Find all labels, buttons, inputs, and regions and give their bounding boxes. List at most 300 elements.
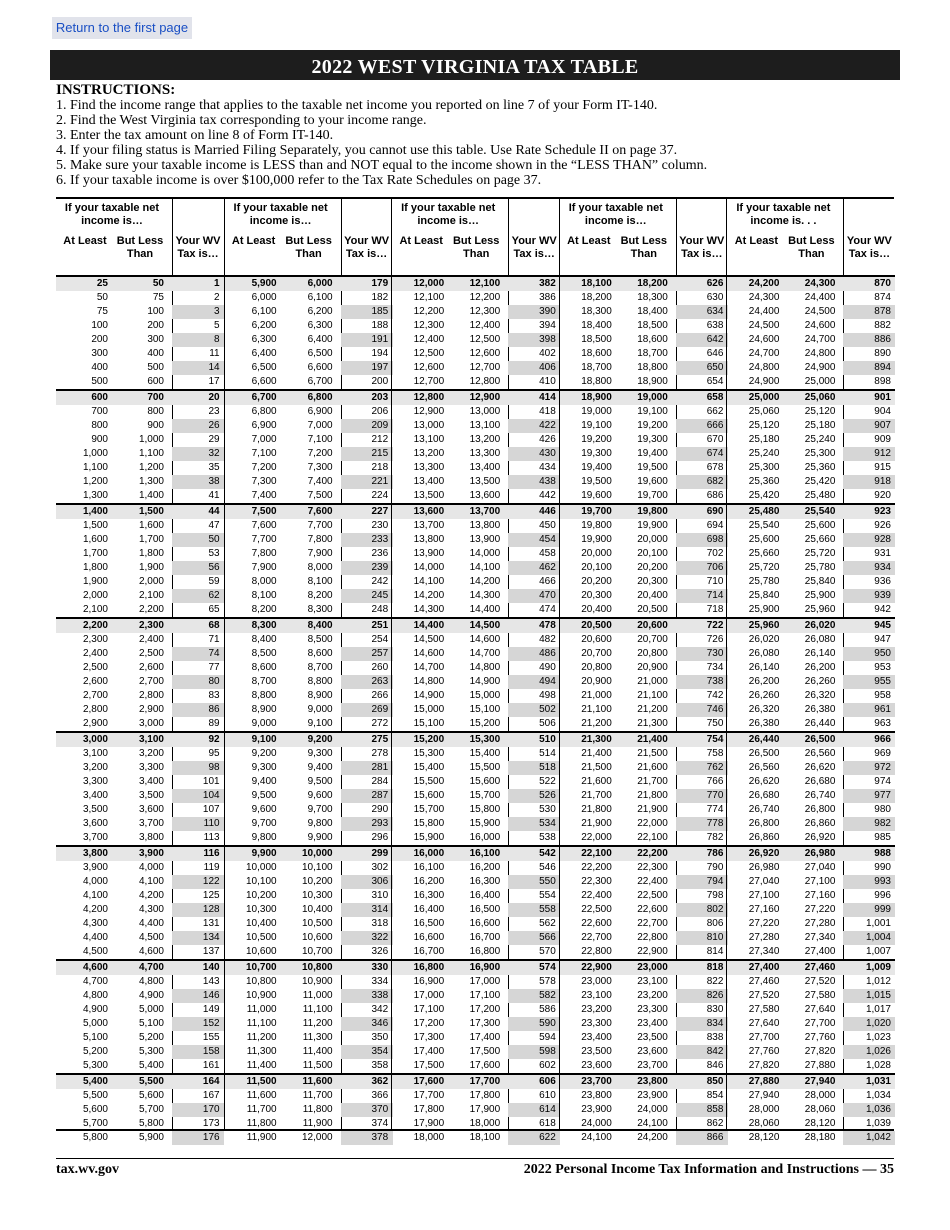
table-row bbox=[727, 1003, 895, 1017]
at-least-cell: 6,700 bbox=[251, 392, 277, 403]
but-less-than-cell: 10,900 bbox=[302, 976, 333, 987]
tax-cell: 890 bbox=[874, 348, 891, 359]
table-row bbox=[560, 475, 728, 489]
at-least-cell: 7,700 bbox=[251, 534, 277, 545]
table-row bbox=[392, 975, 560, 989]
table-row bbox=[225, 1089, 393, 1103]
tax-cell: 742 bbox=[706, 690, 724, 701]
but-less-than-cell: 19,000 bbox=[637, 392, 668, 403]
at-least-cell: 20,500 bbox=[581, 620, 612, 631]
tax-cell: 125 bbox=[202, 890, 220, 901]
return-first-page-button[interactable]: Return to the first page bbox=[52, 17, 192, 39]
tax-cell: 32 bbox=[208, 448, 220, 459]
at-least-cell: 26,140 bbox=[748, 662, 780, 673]
tax-cell: 990 bbox=[874, 862, 891, 873]
at-least-cell: 15,600 bbox=[413, 790, 445, 801]
table-row bbox=[560, 945, 728, 959]
tax-cell: 116 bbox=[203, 848, 220, 859]
at-least-cell: 22,300 bbox=[581, 876, 612, 887]
tax-cell: 358 bbox=[371, 1060, 389, 1071]
at-least-cell: 26,980 bbox=[748, 862, 780, 873]
table-row bbox=[56, 347, 224, 361]
tax-cell: 173 bbox=[202, 1118, 220, 1129]
at-least-cell: 21,200 bbox=[581, 718, 612, 729]
tax-cell: 167 bbox=[202, 1090, 220, 1101]
but-less-than-cell: 10,700 bbox=[302, 946, 333, 957]
at-least-cell: 28,060 bbox=[748, 1118, 780, 1129]
at-least-cell: 6,300 bbox=[251, 334, 277, 345]
tax-cell: 594 bbox=[539, 1032, 556, 1043]
table-row bbox=[560, 333, 728, 347]
but-less-than-cell: 5,500 bbox=[138, 1076, 164, 1087]
table-row bbox=[727, 733, 895, 747]
table-row bbox=[392, 861, 560, 875]
tax-cell: 904 bbox=[874, 406, 891, 417]
tax-cell: 2 bbox=[214, 292, 220, 303]
at-least-cell: 25,420 bbox=[748, 490, 780, 501]
tax-cell: 140 bbox=[202, 962, 220, 973]
at-least-cell: 19,500 bbox=[581, 476, 612, 487]
but-less-than-cell: 1,600 bbox=[138, 520, 164, 531]
but-less-than-cell: 14,800 bbox=[469, 662, 501, 673]
at-least-cell: 2,200 bbox=[82, 620, 108, 631]
tax-cell: 263 bbox=[371, 676, 389, 687]
table-row bbox=[56, 619, 224, 633]
but-less-than-cell: 5,600 bbox=[138, 1090, 164, 1101]
table-row bbox=[727, 1103, 895, 1117]
at-least-cell: 27,940 bbox=[748, 1090, 780, 1101]
but-less-than-cell: 19,500 bbox=[637, 462, 668, 473]
at-least-cell: 18,400 bbox=[581, 320, 612, 331]
but-less-than-cell: 5,700 bbox=[138, 1104, 164, 1115]
but-less-than-header: But Less Than bbox=[285, 235, 332, 260]
but-less-than-cell: 21,300 bbox=[637, 718, 668, 729]
but-less-than-header: But Less Than bbox=[788, 235, 835, 260]
but-less-than-cell: 9,400 bbox=[307, 762, 333, 773]
but-less-than-cell: 8,300 bbox=[307, 604, 333, 615]
at-least-cell: 200 bbox=[91, 334, 108, 345]
tax-cell: 678 bbox=[706, 462, 724, 473]
at-least-cell: 20,600 bbox=[581, 634, 612, 645]
your-tax-header: Your WV Tax is… bbox=[846, 235, 892, 260]
but-less-than-cell: 23,400 bbox=[637, 1018, 668, 1029]
tax-cell: 322 bbox=[371, 932, 389, 943]
but-less-than-cell: 25,600 bbox=[804, 520, 836, 531]
at-least-cell: 2,000 bbox=[82, 590, 108, 601]
table-row bbox=[392, 747, 560, 761]
tax-cell: 754 bbox=[706, 734, 724, 745]
at-least-cell: 1,400 bbox=[82, 506, 108, 517]
table-row bbox=[727, 875, 895, 889]
but-less-than-cell: 1,200 bbox=[138, 462, 164, 473]
table-row bbox=[392, 319, 560, 333]
footer-divider bbox=[56, 1158, 894, 1159]
but-less-than-cell: 21,700 bbox=[637, 776, 668, 787]
tax-cell: 185 bbox=[371, 306, 389, 317]
at-least-cell: 23,500 bbox=[581, 1046, 612, 1057]
tax-cell: 5 bbox=[214, 320, 220, 331]
but-less-than-cell: 3,600 bbox=[138, 804, 164, 815]
but-less-than-cell: 24,600 bbox=[804, 320, 836, 331]
but-less-than-cell: 26,200 bbox=[804, 662, 836, 673]
at-least-cell: 23,100 bbox=[581, 990, 612, 1001]
but-less-than-cell: 20,900 bbox=[637, 662, 668, 673]
table-row bbox=[560, 619, 728, 633]
table-row bbox=[392, 347, 560, 361]
but-less-than-cell: 24,900 bbox=[804, 362, 836, 373]
tax-cell: 718 bbox=[706, 604, 724, 615]
tax-cell: 915 bbox=[874, 462, 891, 473]
but-less-than-cell: 7,200 bbox=[307, 448, 333, 459]
table-row bbox=[225, 1059, 393, 1073]
but-less-than-cell: 1,900 bbox=[138, 562, 164, 573]
tax-cell: 1 bbox=[214, 278, 220, 289]
tax-cell: 470 bbox=[539, 590, 556, 601]
but-less-than-cell: 26,320 bbox=[804, 690, 836, 701]
but-less-than-cell: 13,000 bbox=[469, 406, 501, 417]
tax-cell: 342 bbox=[371, 1004, 389, 1015]
table-row bbox=[392, 291, 560, 305]
tax-cell: 101 bbox=[202, 776, 220, 787]
tax-cell: 209 bbox=[371, 420, 389, 431]
instruction-item: 5. Make sure your taxable income is LESS than and NOT equal to the income shown in the “LESS THAN” column. bbox=[56, 158, 708, 173]
but-less-than-cell: 12,000 bbox=[302, 1132, 333, 1143]
but-less-than-cell: 20,700 bbox=[637, 634, 668, 645]
table-row bbox=[727, 461, 895, 475]
tax-cell: 134 bbox=[202, 932, 220, 943]
tax-cell: 11 bbox=[209, 348, 220, 359]
at-least-cell: 27,100 bbox=[748, 890, 780, 901]
at-least-cell: 12,700 bbox=[413, 376, 445, 387]
but-less-than-cell: 14,300 bbox=[469, 590, 501, 601]
at-least-cell: 9,400 bbox=[251, 776, 277, 787]
tax-cell: 969 bbox=[874, 748, 891, 759]
at-least-cell: 23,300 bbox=[581, 1018, 612, 1029]
but-less-than-cell: 16,400 bbox=[469, 890, 501, 901]
at-least-header: At Least bbox=[734, 235, 779, 247]
table-row bbox=[225, 505, 393, 519]
table-row bbox=[560, 847, 728, 861]
at-least-cell: 26,740 bbox=[748, 804, 780, 815]
at-least-header: At Least bbox=[231, 235, 276, 247]
tax-cell: 1,028 bbox=[865, 1060, 891, 1071]
but-less-than-cell: 14,900 bbox=[469, 676, 501, 687]
table-row bbox=[560, 675, 728, 689]
at-least-cell: 6,900 bbox=[251, 420, 277, 431]
table-row bbox=[225, 747, 393, 761]
tax-cell: 29 bbox=[208, 434, 220, 445]
table-row bbox=[727, 489, 895, 503]
at-least-cell: 17,200 bbox=[413, 1018, 445, 1029]
at-least-cell: 27,160 bbox=[748, 904, 780, 915]
tax-cell: 550 bbox=[539, 876, 556, 887]
tax-cell: 750 bbox=[706, 718, 724, 729]
at-least-cell: 5,900 bbox=[251, 278, 277, 289]
table-row bbox=[727, 361, 895, 375]
tax-cell: 854 bbox=[706, 1090, 724, 1101]
table-row bbox=[727, 575, 895, 589]
tax-cell: 284 bbox=[371, 776, 389, 787]
tax-cell: 206 bbox=[371, 406, 389, 417]
but-less-than-cell: 3,000 bbox=[138, 718, 164, 729]
at-least-cell: 10,100 bbox=[246, 876, 277, 887]
tax-cell: 977 bbox=[874, 790, 891, 801]
tax-cell: 402 bbox=[539, 348, 556, 359]
but-less-than-cell: 25,000 bbox=[804, 376, 836, 387]
tax-cell: 215 bbox=[371, 448, 389, 459]
at-least-cell: 25,900 bbox=[748, 604, 780, 615]
but-less-than-cell: 25,360 bbox=[804, 462, 836, 473]
at-least-cell: 10,200 bbox=[246, 890, 277, 901]
at-least-cell: 6,800 bbox=[251, 406, 277, 417]
table-row bbox=[225, 817, 393, 831]
but-less-than-cell: 13,700 bbox=[469, 506, 501, 517]
but-less-than-cell: 18,100 bbox=[469, 1132, 501, 1143]
but-less-than-cell: 3,500 bbox=[138, 790, 164, 801]
but-less-than-cell: 2,700 bbox=[138, 676, 164, 687]
table-row bbox=[392, 1059, 560, 1073]
but-less-than-cell: 500 bbox=[147, 362, 164, 373]
tax-cell: 77 bbox=[208, 662, 220, 673]
but-less-than-cell: 6,000 bbox=[307, 278, 333, 289]
but-less-than-cell: 28,120 bbox=[804, 1118, 836, 1129]
at-least-cell: 23,700 bbox=[581, 1076, 612, 1087]
tax-cell: 714 bbox=[706, 590, 724, 601]
table-row bbox=[560, 533, 728, 547]
table-row bbox=[560, 603, 728, 617]
table-row bbox=[225, 603, 393, 617]
tax-cell: 236 bbox=[371, 548, 389, 559]
but-less-than-cell: 5,300 bbox=[138, 1046, 164, 1057]
footer-website: tax.wv.gov bbox=[56, 1162, 119, 1177]
table-row bbox=[56, 1089, 224, 1103]
at-least-cell: 25,660 bbox=[748, 548, 780, 559]
at-least-cell: 9,200 bbox=[251, 748, 277, 759]
tax-cell: 422 bbox=[539, 420, 556, 431]
but-less-than-cell: 16,300 bbox=[469, 876, 501, 887]
tax-cell: 390 bbox=[539, 306, 556, 317]
tax-cell: 143 bbox=[202, 976, 220, 987]
table-row bbox=[560, 875, 728, 889]
page-title: 2022 WEST VIRGINIA TAX TABLE bbox=[50, 50, 900, 80]
but-less-than-cell: 18,000 bbox=[469, 1118, 501, 1129]
at-least-cell: 11,700 bbox=[246, 1104, 277, 1115]
but-less-than-cell: 11,600 bbox=[302, 1076, 333, 1087]
tax-cell: 146 bbox=[202, 990, 220, 1001]
tax-cell: 248 bbox=[371, 604, 389, 615]
table-row bbox=[225, 1117, 393, 1131]
but-less-than-cell: 14,200 bbox=[469, 576, 501, 587]
at-least-cell: 23,600 bbox=[581, 1060, 612, 1071]
table-row bbox=[392, 917, 560, 931]
at-least-cell: 7,300 bbox=[251, 476, 277, 487]
at-least-cell: 9,800 bbox=[251, 832, 277, 843]
at-least-cell: 800 bbox=[91, 420, 108, 431]
table-row bbox=[56, 361, 224, 375]
tax-cell: 194 bbox=[371, 348, 389, 359]
at-least-cell: 15,700 bbox=[413, 804, 445, 815]
at-least-cell: 22,100 bbox=[581, 848, 612, 859]
tax-cell: 980 bbox=[874, 804, 891, 815]
tax-cell: 59 bbox=[208, 576, 220, 587]
but-less-than-cell: 5,100 bbox=[138, 1018, 164, 1029]
tax-cell: 626 bbox=[706, 278, 724, 289]
but-less-than-cell: 20,600 bbox=[637, 620, 668, 631]
your-tax-header: Your WV Tax is… bbox=[679, 235, 725, 260]
but-less-than-cell: 2,300 bbox=[138, 620, 164, 631]
tax-cell: 746 bbox=[706, 704, 724, 715]
table-row bbox=[56, 375, 224, 389]
but-less-than-cell: 10,300 bbox=[302, 890, 333, 901]
but-less-than-cell: 3,900 bbox=[138, 848, 164, 859]
at-least-cell: 13,000 bbox=[413, 420, 445, 431]
table-row bbox=[392, 1045, 560, 1059]
but-less-than-cell: 11,000 bbox=[302, 990, 333, 1001]
but-less-than-cell: 12,500 bbox=[469, 334, 501, 345]
but-less-than-cell: 25,660 bbox=[804, 534, 836, 545]
at-least-cell: 13,900 bbox=[413, 548, 445, 559]
tax-cell: 618 bbox=[539, 1118, 556, 1129]
tax-cell: 98 bbox=[208, 762, 220, 773]
at-least-cell: 9,100 bbox=[251, 734, 277, 745]
table-row bbox=[225, 675, 393, 689]
table-row bbox=[56, 861, 224, 875]
but-less-than-cell: 50 bbox=[152, 278, 164, 289]
table-row bbox=[225, 333, 393, 347]
tax-table bbox=[56, 197, 894, 1143]
table-row bbox=[392, 945, 560, 959]
table-row bbox=[727, 689, 895, 703]
but-less-than-cell: 4,300 bbox=[138, 904, 164, 915]
table-row bbox=[560, 1117, 728, 1131]
at-least-cell: 6,400 bbox=[251, 348, 277, 359]
but-less-than-cell: 19,300 bbox=[637, 434, 668, 445]
but-less-than-cell: 26,500 bbox=[804, 734, 836, 745]
but-less-than-cell: 3,100 bbox=[138, 734, 164, 745]
your-tax-header: Your WV Tax is… bbox=[344, 235, 390, 260]
but-less-than-cell: 16,900 bbox=[469, 962, 501, 973]
at-least-cell: 17,800 bbox=[413, 1104, 445, 1115]
at-least-cell: 27,460 bbox=[748, 976, 780, 987]
tax-cell: 370 bbox=[371, 1104, 389, 1115]
at-least-cell: 8,600 bbox=[251, 662, 277, 673]
tax-cell: 426 bbox=[539, 434, 556, 445]
table-row bbox=[392, 903, 560, 917]
but-less-than-cell: 21,000 bbox=[637, 676, 668, 687]
tax-cell: 996 bbox=[874, 890, 891, 901]
table-row bbox=[560, 1131, 728, 1145]
but-less-than-cell: 5,800 bbox=[138, 1118, 164, 1129]
but-less-than-cell: 3,400 bbox=[138, 776, 164, 787]
table-row bbox=[560, 319, 728, 333]
tax-cell: 958 bbox=[874, 690, 891, 701]
tax-cell: 354 bbox=[371, 1046, 389, 1057]
table-row bbox=[727, 305, 895, 319]
tax-cell: 122 bbox=[202, 876, 220, 887]
tax-cell: 458 bbox=[539, 548, 556, 559]
tax-cell: 790 bbox=[706, 862, 724, 873]
tax-cell: 131 bbox=[202, 918, 220, 929]
table-row bbox=[56, 903, 224, 917]
tax-cell: 418 bbox=[539, 406, 556, 417]
at-least-cell: 16,700 bbox=[413, 946, 445, 957]
but-less-than-cell: 26,020 bbox=[804, 620, 836, 631]
but-less-than-cell: 12,900 bbox=[469, 392, 501, 403]
but-less-than-cell: 8,900 bbox=[307, 690, 333, 701]
table-row bbox=[56, 789, 224, 803]
tax-cell: 838 bbox=[706, 1032, 724, 1043]
tax-cell: 35 bbox=[208, 462, 220, 473]
instruction-item: 3. Enter the tax amount on line 8 of Form IT-140. bbox=[56, 128, 334, 143]
tax-cell: 38 bbox=[208, 476, 220, 487]
tax-cell: 394 bbox=[539, 320, 556, 331]
tax-cell: 53 bbox=[208, 548, 220, 559]
at-least-cell: 22,400 bbox=[581, 890, 612, 901]
tax-cell: 907 bbox=[874, 420, 891, 431]
but-less-than-cell: 26,680 bbox=[804, 776, 836, 787]
at-least-cell: 16,900 bbox=[413, 976, 445, 987]
at-least-cell: 26,380 bbox=[748, 718, 780, 729]
at-least-cell: 3,700 bbox=[82, 832, 108, 843]
table-row bbox=[560, 1089, 728, 1103]
tax-cell: 850 bbox=[706, 1076, 724, 1087]
tax-cell: 546 bbox=[539, 862, 556, 873]
at-least-cell: 14,300 bbox=[413, 604, 445, 615]
table-row bbox=[560, 789, 728, 803]
table-row bbox=[727, 1117, 895, 1131]
but-less-than-cell: 5,000 bbox=[138, 1004, 164, 1015]
table-row bbox=[225, 547, 393, 561]
but-less-than-cell: 14,100 bbox=[469, 562, 501, 573]
tax-cell: 278 bbox=[371, 748, 389, 759]
at-least-cell: 11,500 bbox=[246, 1076, 277, 1087]
tax-cell: 894 bbox=[874, 362, 891, 373]
tax-cell: 406 bbox=[539, 362, 556, 373]
but-less-than-cell: 26,380 bbox=[804, 704, 836, 715]
but-less-than-cell: 11,500 bbox=[302, 1060, 333, 1071]
table-row bbox=[392, 305, 560, 319]
at-least-cell: 13,500 bbox=[413, 490, 445, 501]
at-least-cell: 5,000 bbox=[82, 1018, 108, 1029]
table-row bbox=[225, 319, 393, 333]
at-least-cell: 11,900 bbox=[246, 1132, 277, 1143]
at-least-cell: 22,800 bbox=[581, 946, 612, 957]
at-least-cell: 19,200 bbox=[581, 434, 612, 445]
table-row bbox=[727, 789, 895, 803]
table-row bbox=[560, 419, 728, 433]
table-row bbox=[56, 291, 224, 305]
table-row bbox=[56, 1075, 224, 1089]
but-less-than-cell: 1,000 bbox=[138, 434, 164, 445]
but-less-than-cell: 25,960 bbox=[804, 604, 836, 615]
but-less-than-cell: 10,200 bbox=[302, 876, 333, 887]
table-row bbox=[560, 461, 728, 475]
table-row bbox=[56, 647, 224, 661]
but-less-than-cell: 4,600 bbox=[138, 946, 164, 957]
table-row bbox=[56, 975, 224, 989]
at-least-cell: 27,760 bbox=[748, 1046, 780, 1057]
tax-cell: 281 bbox=[371, 762, 389, 773]
but-less-than-cell: 27,700 bbox=[804, 1018, 836, 1029]
but-less-than-cell: 22,700 bbox=[637, 918, 668, 929]
table-row bbox=[727, 333, 895, 347]
table-row bbox=[727, 775, 895, 789]
tax-cell: 1,039 bbox=[865, 1118, 891, 1129]
at-least-cell: 7,900 bbox=[251, 562, 277, 573]
but-less-than-cell: 21,500 bbox=[637, 748, 668, 759]
at-least-cell: 3,900 bbox=[82, 862, 108, 873]
at-least-cell: 2,300 bbox=[82, 634, 108, 645]
